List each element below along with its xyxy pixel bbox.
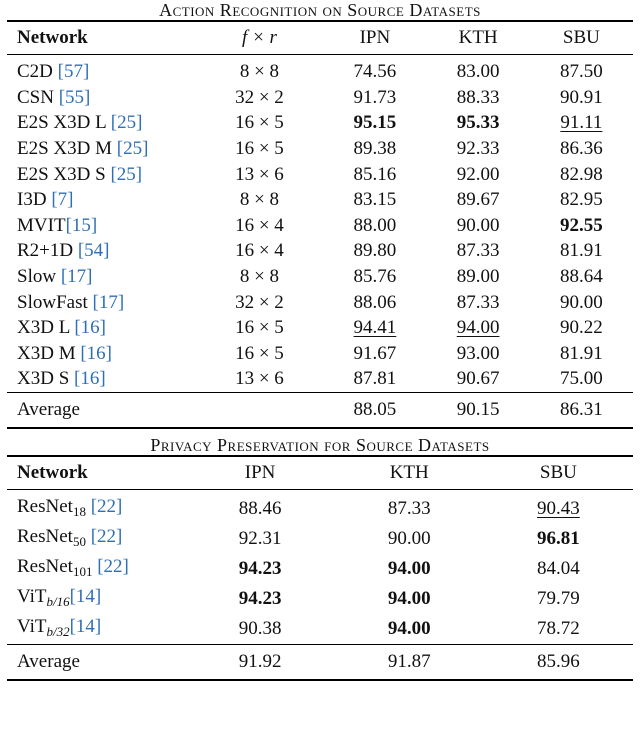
citation-link[interactable]: [55]	[58, 86, 91, 108]
kth-value: 94.00	[387, 558, 431, 580]
sbu-value: 90.43	[537, 498, 580, 520]
citation-link[interactable]: [22]	[90, 495, 123, 517]
ipn-value: 91.73	[353, 86, 397, 108]
privacy-header-row	[7, 456, 633, 490]
network-name: I3D	[17, 189, 47, 211]
citation-link[interactable]: [15]	[65, 214, 98, 236]
kth-value: 94.00	[387, 588, 431, 610]
citation-link[interactable]: [14]	[69, 585, 102, 607]
header-network: Network	[7, 456, 185, 490]
fr-value: 32 × 2	[235, 291, 284, 313]
header-ipn: IPN	[323, 21, 426, 55]
table-row	[7, 614, 633, 645]
ipn-value: 83.15	[353, 189, 397, 211]
ipn-value: 90.38	[185, 614, 334, 645]
network-name: MVIT	[17, 214, 66, 236]
privacy-table-title: Privacy Preservation for Source Datasets	[150, 434, 490, 455]
average-label: Average	[17, 650, 80, 672]
citation-link[interactable]: [22]	[97, 555, 129, 577]
sbu-value: 91.11	[560, 112, 603, 134]
citation-link[interactable]: [22]	[90, 525, 123, 547]
citation-link[interactable]: [16]	[74, 368, 106, 390]
table-row	[7, 554, 633, 584]
kth-value: 87.33	[456, 240, 500, 262]
network-name: E2S X3D M	[17, 138, 113, 160]
citation-link[interactable]: [16]	[80, 342, 112, 364]
ipn-value: 94.23	[238, 588, 282, 610]
sbu-value: 96.81	[537, 528, 580, 550]
table-row	[7, 187, 633, 213]
citation-link[interactable]: [17]	[92, 291, 125, 313]
table-row	[7, 59, 633, 85]
table-row	[7, 213, 633, 239]
network-subscript: 101	[72, 563, 93, 579]
ipn-value: 85.16	[353, 163, 397, 185]
table-row	[7, 238, 633, 264]
sbu-value: 86.36	[559, 138, 603, 160]
network-name: ResNet	[17, 525, 73, 547]
sbu-value: 79.79	[537, 588, 580, 610]
citation-link[interactable]: [16]	[74, 317, 106, 339]
kth-value: 93.00	[456, 342, 500, 364]
average-row	[7, 392, 633, 428]
table-row	[7, 161, 633, 187]
header-kth: KTH	[335, 456, 484, 490]
network-name: ResNet	[17, 495, 73, 517]
fr-value: 32 × 2	[235, 86, 284, 108]
sbu-value: 78.72	[484, 614, 633, 645]
header-sbu: SBU	[530, 21, 633, 55]
header-fr: f × r	[196, 21, 324, 55]
header-ipn: IPN	[185, 456, 334, 490]
fr-value: 13 × 6	[196, 366, 324, 392]
average-ipn: 91.92	[238, 650, 282, 672]
network-name: SlowFast	[17, 291, 88, 313]
kth-value: 89.00	[456, 266, 500, 288]
table-row	[7, 110, 633, 136]
sbu-value: 75.00	[530, 366, 633, 392]
sbu-value: 90.91	[559, 86, 603, 108]
citation-link[interactable]: [25]	[110, 112, 143, 134]
network-name: Slow	[17, 266, 57, 288]
fr-value: 16 × 4	[235, 240, 284, 262]
sbu-value: 81.91	[559, 342, 603, 364]
network-subscript: 18	[72, 503, 86, 519]
action-table-title: Action Recognition on Source Datasets	[159, 0, 481, 20]
kth-value: 88.33	[456, 86, 500, 108]
average-sbu: 86.31	[559, 398, 603, 420]
header-kth: KTH	[427, 21, 530, 55]
fr-value: 16 × 5	[235, 317, 284, 339]
sbu-value: 82.98	[559, 163, 603, 185]
ipn-value: 85.76	[353, 266, 397, 288]
ipn-value: 88.46	[238, 498, 282, 520]
fr-value: 16 × 5	[235, 342, 284, 364]
table-row	[7, 366, 633, 392]
table-row	[7, 341, 633, 367]
average-sbu: 85.96	[537, 650, 580, 672]
average-ipn: 88.05	[353, 398, 397, 420]
ipn-value: 88.00	[353, 214, 397, 236]
fr-value: 8 × 8	[239, 266, 280, 288]
network-name: X3D L	[17, 317, 70, 339]
privacy-table	[7, 455, 633, 681]
header-network: Network	[7, 21, 196, 55]
kth-value: 92.33	[456, 138, 500, 160]
table-row	[7, 524, 633, 554]
action-table	[7, 20, 633, 429]
ipn-value: 92.31	[238, 528, 282, 550]
fr-value: 16 × 4	[235, 214, 284, 236]
table-row	[7, 264, 633, 290]
ipn-value: 87.81	[323, 366, 426, 392]
network-subscript: b/16	[46, 593, 70, 609]
citation-link[interactable]: [25]	[110, 163, 143, 185]
ipn-value: 89.80	[353, 240, 397, 262]
sbu-value: 90.00	[559, 291, 603, 313]
table-row	[7, 584, 633, 614]
kth-value: 90.67	[427, 366, 530, 392]
table-row	[7, 289, 633, 315]
ipn-value: 91.67	[353, 342, 397, 364]
table-row	[7, 494, 633, 524]
kth-value: 94.00	[456, 317, 500, 339]
sbu-value: 92.55	[559, 214, 603, 236]
kth-value: 83.00	[456, 61, 500, 83]
average-kth: 90.15	[456, 398, 500, 420]
citation-link[interactable]: [7]	[51, 189, 74, 211]
table-row	[7, 315, 633, 341]
ipn-value: 89.38	[353, 138, 397, 160]
network-name: ResNet	[17, 555, 73, 577]
table-row	[7, 85, 633, 111]
fr-value: 8 × 8	[239, 61, 280, 83]
kth-value: 94.00	[335, 614, 484, 645]
citation-link[interactable]: [54]	[77, 240, 110, 262]
network-name: X3D M	[17, 342, 76, 364]
sbu-value: 90.22	[559, 317, 603, 339]
network-name: E2S X3D L	[17, 112, 107, 134]
fr-value: 16 × 5	[235, 138, 284, 160]
kth-value: 92.00	[456, 163, 500, 185]
ipn-value: 95.15	[353, 112, 397, 134]
network-subscript: b/32	[46, 623, 70, 639]
sbu-value: 81.91	[559, 240, 603, 262]
citation-link[interactable]: [17]	[60, 266, 93, 288]
average-label: Average	[17, 398, 80, 420]
citation-link[interactable]: [57]	[57, 61, 90, 83]
network-name: E2S X3D S	[17, 163, 106, 185]
header-sbu: SBU	[484, 456, 633, 490]
network-subscript: 50	[72, 533, 86, 549]
kth-value: 87.33	[387, 498, 431, 520]
ipn-value: 94.23	[238, 558, 282, 580]
citation-link[interactable]: [14]	[69, 615, 102, 637]
network-name: C2D	[17, 61, 53, 83]
ipn-value: 88.06	[353, 291, 397, 313]
fr-value: 16 × 5	[235, 112, 284, 134]
network-name: ViT	[17, 585, 47, 607]
kth-value: 87.33	[456, 291, 500, 313]
fr-value: 8 × 8	[239, 189, 280, 211]
sbu-value: 88.64	[559, 266, 603, 288]
network-name: CSN	[17, 86, 54, 108]
fr-value: 13 × 6	[235, 163, 284, 185]
citation-link[interactable]: [25]	[116, 138, 149, 160]
sbu-value: 87.50	[559, 61, 603, 83]
ipn-value: 74.56	[353, 61, 397, 83]
network-name: ViT	[17, 615, 47, 637]
kth-value: 95.33	[456, 112, 500, 134]
network-name: R2+1D	[17, 240, 74, 262]
average-row	[7, 644, 633, 680]
kth-value: 90.00	[456, 214, 500, 236]
kth-value: 89.67	[456, 189, 500, 211]
average-kth: 91.87	[387, 650, 431, 672]
kth-value: 90.00	[387, 528, 431, 550]
ipn-value: 94.41	[353, 317, 397, 339]
table-row	[7, 136, 633, 162]
action-header-row	[7, 21, 633, 55]
network-name: X3D S	[17, 368, 70, 390]
sbu-value: 84.04	[537, 558, 580, 580]
sbu-value: 82.95	[559, 189, 603, 211]
